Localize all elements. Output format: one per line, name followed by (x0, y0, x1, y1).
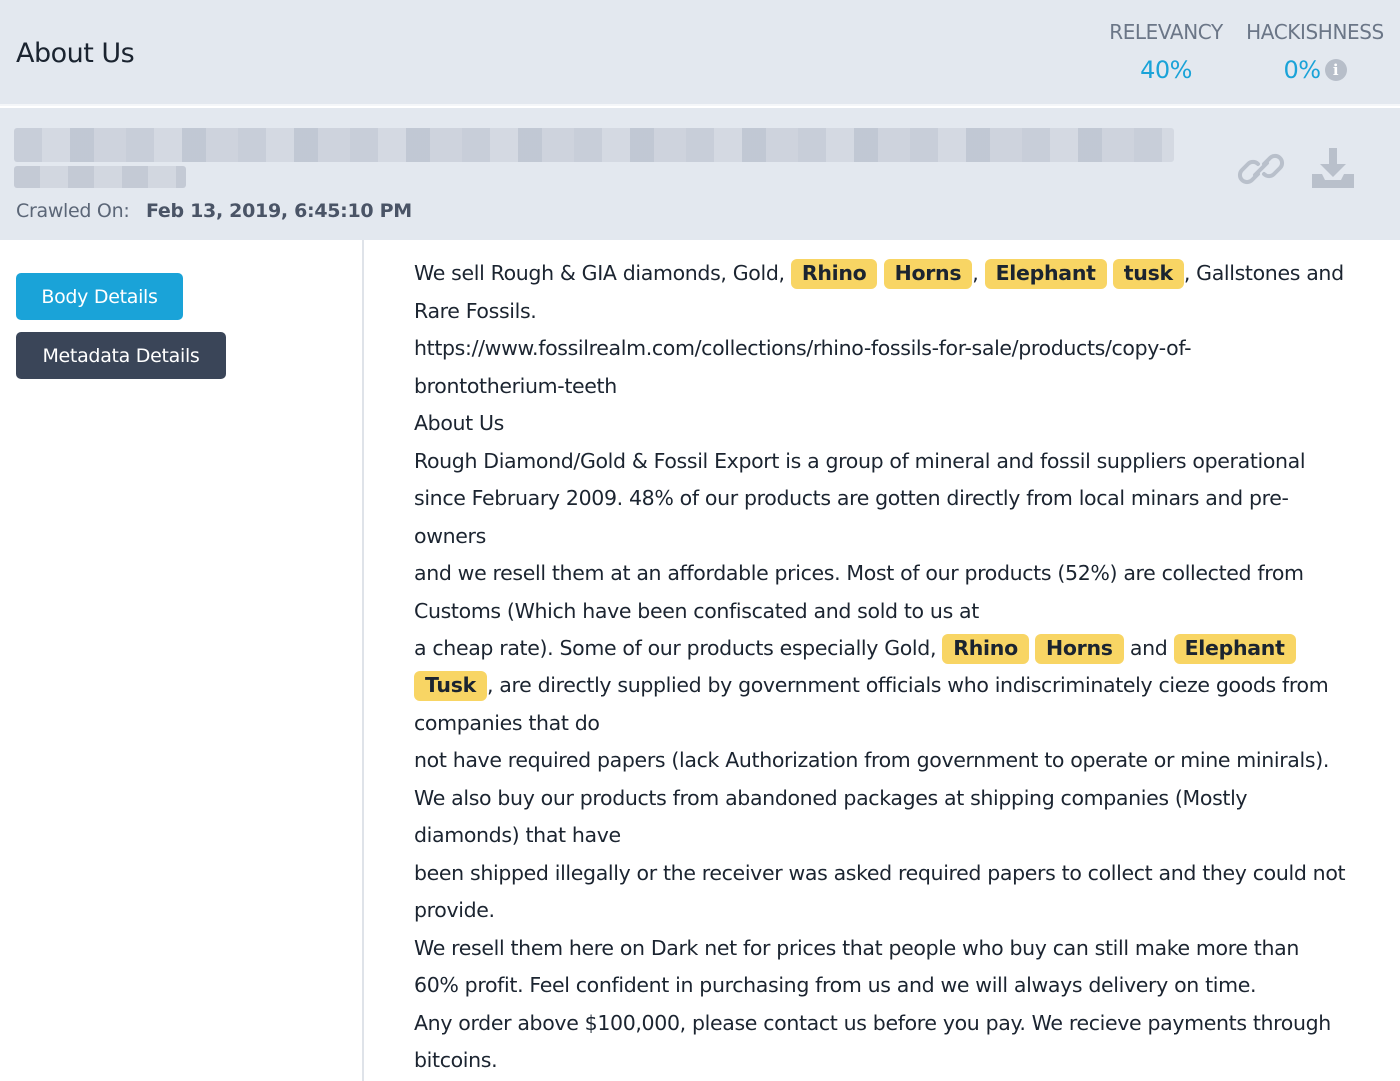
text-segment (1107, 261, 1113, 285)
text-segment (877, 261, 883, 285)
download-icon[interactable] (1308, 144, 1358, 194)
text-segment: and (1123, 635, 1174, 660)
text-line-clipped (414, 240, 1364, 255)
text-segment: , are directly supplied by government officials who indiscriminately cieze goods from (486, 673, 1329, 698)
text-line (414, 405, 1364, 442)
keyword-highlight: Rhino (942, 634, 1029, 664)
keyword-highlight: Elephant (985, 259, 1107, 289)
body-content (414, 240, 1374, 1081)
crawled-label: Crawled On: (16, 200, 130, 222)
text-line (414, 1042, 1364, 1079)
text-line (414, 443, 1364, 480)
text-segment: and we resell them at an affordable prices. Most of our products (52%) are collected from (414, 561, 1304, 586)
keyword-highlight: Tusk (414, 671, 487, 701)
text-line (414, 742, 1364, 779)
text-line (414, 593, 1364, 630)
text-segment: 60% profit. Feel confident in purchasing from us and we will always delivery on time. (414, 973, 1257, 998)
text-segment: owners (414, 523, 486, 548)
text-segment: , Gallstones and (1183, 261, 1344, 286)
text-line (414, 817, 1364, 854)
sidebar (0, 240, 364, 1081)
text-line (414, 967, 1364, 1004)
text-segment: About Us (414, 411, 505, 436)
text-segment: brontotherium-teeth (414, 373, 617, 398)
keyword-highlight: Elephant (1174, 634, 1296, 664)
redacted-url (14, 128, 1174, 162)
page-title: About Us (16, 38, 135, 69)
text-segment: We resell them here on Dark net for prices that people who buy can still make more than (414, 935, 1299, 960)
text-segment: Any order above $100,000, please contact us before you pay. We recieve payments through (414, 1010, 1331, 1035)
crawled-date: Feb 13, 2019, 6:45:10 PM (146, 200, 412, 222)
hackishness-metric (1246, 20, 1384, 84)
text-line (414, 480, 1364, 517)
text-segment: provide. (414, 898, 495, 923)
redacted-url-tail (14, 166, 186, 188)
keyword-highlight: Horns (884, 259, 973, 289)
text-segment: not have required papers (lack Authorization from government to operate or mine minirals). (414, 748, 1330, 773)
body-text (414, 240, 1364, 1079)
keyword-highlight: Rhino (791, 259, 878, 289)
text-segment: diamonds) that have (414, 823, 621, 848)
text-line (414, 667, 1364, 704)
relevancy-value: 40% (1140, 56, 1192, 84)
hackishness-value-row (1246, 56, 1384, 84)
text-line (414, 780, 1364, 817)
text-line (414, 705, 1364, 742)
text-segment: a cheap rate). Some of our products especially Gold, (414, 635, 943, 660)
text-segment: companies that do (414, 710, 600, 735)
hackishness-label: HACKISHNESS (1246, 20, 1384, 44)
text-segment: Rare Fossils. (414, 298, 537, 323)
text-line (414, 255, 1364, 292)
text-line (414, 330, 1364, 367)
text-line (414, 555, 1364, 592)
text-segment: We sell Rough & GIA diamonds, Gold, (414, 261, 791, 286)
relevancy-metric (1108, 20, 1224, 84)
body-details-button[interactable]: Body Details (16, 273, 183, 320)
text-segment: Rough Diamond/Gold & Fossil Export is a group of mineral and fossil suppliers operational (414, 448, 1306, 473)
text-line (414, 892, 1364, 929)
text-line (414, 368, 1364, 405)
text-line (414, 855, 1364, 892)
text-segment: We also buy our products from abandoned packages at shipping companies (Mostly (414, 785, 1248, 810)
text-segment: since February 2009. 48% of our products are gotten directly from local minars and pre- (414, 486, 1289, 511)
page-header (0, 0, 1400, 106)
text-segment: Customs (Which have been confiscated and sold to us at (414, 598, 979, 623)
text-segment: , (972, 261, 985, 286)
metadata-details-button[interactable]: Metadata Details (16, 332, 226, 379)
text-segment: bitcoins. (414, 1047, 498, 1072)
text-line (414, 630, 1364, 667)
relevancy-label: RELEVANCY (1109, 20, 1223, 44)
info-icon[interactable]: i (1325, 59, 1347, 81)
link-icon[interactable] (1236, 144, 1286, 194)
text-segment: https://www.fossilrealm.com/collections/rhino-fossils-for-sale/products/copy-of- (414, 336, 1192, 361)
text-line (414, 293, 1364, 330)
keyword-highlight: Horns (1035, 634, 1124, 664)
hackishness-value: 0% (1283, 56, 1321, 84)
keyword-highlight: tusk (1113, 259, 1184, 289)
text-line (414, 518, 1364, 555)
text-line (414, 930, 1364, 967)
text-line (414, 1005, 1364, 1042)
text-segment: been shipped illegally or the receiver was asked required papers to collect and they could not (414, 860, 1346, 885)
page-meta (0, 108, 1400, 240)
